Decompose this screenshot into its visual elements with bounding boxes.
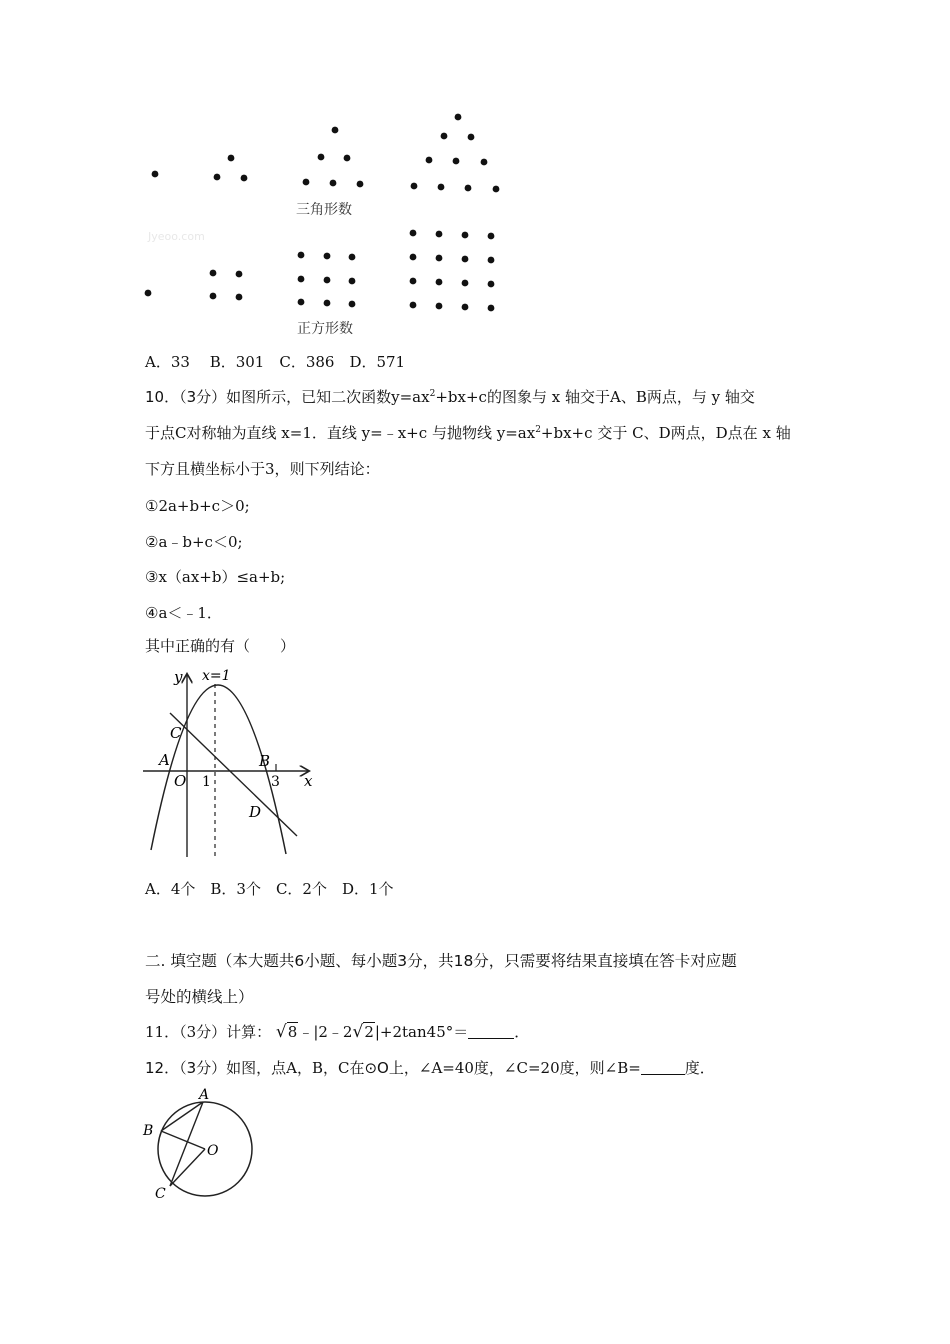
q10-conclusion-3: ③x（ax+b）≤a+b; [145,568,286,586]
sqrt-8: √8 [275,1022,298,1042]
segment-AC [170,1102,203,1186]
q11-answer-blank[interactable] [468,1024,514,1039]
section-2-heading-line-2: 号处的横线上） [145,988,254,1006]
square-numbers-label: 正方形数 [297,321,353,337]
q12-answer-blank[interactable] [641,1060,685,1075]
segment-OC [170,1149,205,1186]
q10-conclusion-4: ④a＜﹣1． [145,604,222,622]
q10-line-1: 10．（3分）如图所示，已知二次函数$y=ax^2+bx+c$的图象与 x 轴交于A、B两点，与 y 轴交 [145,388,755,406]
label-1: 1 [202,774,211,790]
q10-conclusion-2: ②a﹣b+c＜0; [145,533,243,551]
watermark: Jyeoo.com [148,230,205,243]
label-O: O [207,1143,219,1159]
dot-pattern-figure [130,100,530,345]
segment-BO [161,1131,205,1149]
sqrt-2: √2 [352,1022,374,1042]
label-3: 3 [271,774,280,790]
label-A: A [199,1087,210,1103]
q10-which-correct: 其中正确的有（ ） [145,637,296,655]
q10-conclusion-1: ①2a+b+c＞0; [145,497,250,515]
q10-options: A．4个 B．3个 C．2个 D．1个 [145,880,394,898]
label-x: x [304,772,313,790]
label-A: A [159,751,170,769]
label-B: B [259,752,271,770]
label-O: O [174,772,187,790]
label-y: y [174,668,183,686]
q9-options: A．33 B．301 C．386 D．571 [145,353,406,371]
q10-line-3: 下方且横坐标小于3，则下列结论： [145,460,380,478]
triangle-numbers-label: 三角形数 [296,202,352,218]
q11-line: 11．（3分）计算： √8﹣|2﹣2√2|+2tan45°＝ ． [145,1022,530,1042]
q12-line: 12．（3分）如图，点A，B，C在⊙O上，∠A=40度，∠C=20度，则∠B= 度． [145,1059,715,1077]
label-D: D [249,803,262,821]
q10-line-2: 于点C对称轴为直线 x=1．直线 y=﹣x+c 与抛物线 $y=ax^2+bx+c$ 交于 C、D两点，D点在 x 轴 [145,424,791,442]
label-B: B [143,1123,154,1139]
label-C: C [155,1186,166,1202]
circle-figure [138,1085,263,1205]
parabola-graph [140,662,330,862]
label-C: C [170,724,182,742]
triangle-numbers-dots [152,114,500,193]
section-2-heading-line-1: 二. 填空题（本大题共6小题、每小题3分，共18分，只需要将结果直接填在答卡对应题 [145,952,737,970]
label-x-equals-1: x=1 [202,668,231,684]
